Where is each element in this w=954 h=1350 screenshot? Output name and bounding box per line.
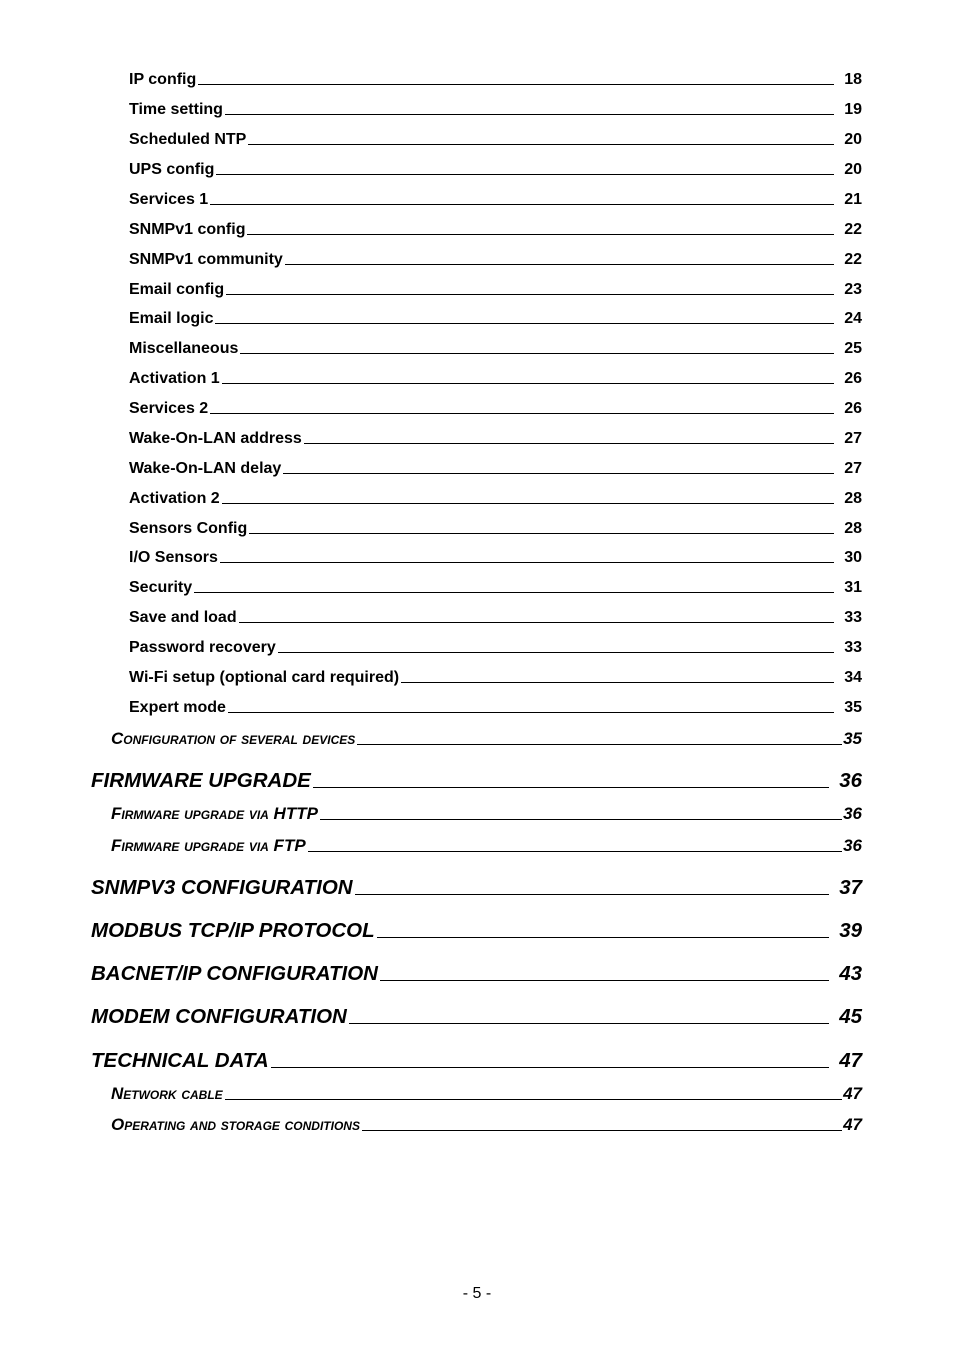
toc-entry-page: 47 <box>843 1084 862 1103</box>
toc-leader <box>380 980 829 981</box>
toc-entry[interactable] <box>129 520 862 538</box>
toc-leader <box>210 204 834 205</box>
toc-entry[interactable] <box>129 699 862 717</box>
toc-entry-page: 26 <box>844 370 862 387</box>
toc-entry-page: 24 <box>844 310 862 327</box>
toc-subsection[interactable] <box>111 836 862 856</box>
toc-subsection[interactable] <box>111 729 862 749</box>
toc-entry-title: Wake-On-LAN delay <box>129 460 282 477</box>
toc-entry-title: Expert mode <box>129 699 226 716</box>
toc-leader <box>222 503 835 504</box>
toc-entry-title: Email logic <box>129 310 214 327</box>
page-number: - 5 - <box>462 1285 492 1302</box>
toc-subsection[interactable] <box>111 1115 862 1135</box>
toc-leader <box>355 894 830 895</box>
toc-entry-page: 28 <box>844 490 862 507</box>
toc-entry-title: Operating and storage conditions <box>111 1115 360 1134</box>
toc-leader <box>249 533 834 534</box>
toc-entry-title: Password recovery <box>129 639 276 656</box>
toc-entry-title: TECHNICAL DATA <box>91 1049 269 1072</box>
toc-entry-title: Firmware upgrade via FTP <box>111 836 306 855</box>
toc-entry[interactable] <box>129 161 862 179</box>
toc-leader <box>401 682 834 683</box>
toc-entry-title: Wi-Fi setup (optional card required) <box>129 669 400 686</box>
toc-entry[interactable] <box>129 310 862 328</box>
toc-entry-page: 22 <box>844 251 862 268</box>
toc-entry-page: 35 <box>843 729 862 748</box>
toc-leader <box>377 937 830 938</box>
toc-entry-page: 33 <box>844 639 862 656</box>
toc-entry-page: 20 <box>844 161 862 178</box>
toc-entry-page: 39 <box>839 919 862 942</box>
toc-leader <box>313 787 829 788</box>
toc-leader <box>222 383 835 384</box>
toc-entry[interactable] <box>129 71 862 89</box>
toc-entry-title: IP config <box>129 71 197 88</box>
toc-entry-title: Time setting <box>129 101 223 118</box>
toc-section[interactable] <box>91 876 862 900</box>
toc-entry-title: Sensors Config <box>129 520 248 537</box>
toc-leader <box>247 234 834 235</box>
toc-entry-title: SNMPv1 config <box>129 221 246 238</box>
toc-leader <box>248 144 834 145</box>
toc-entry-title: BACNET/IP CONFIGURATION <box>91 962 378 985</box>
toc-entry-title: I/O Sensors <box>129 549 218 566</box>
toc-entry[interactable] <box>129 400 862 418</box>
toc-leader <box>240 353 834 354</box>
toc-entry-page: 47 <box>839 1049 862 1072</box>
toc-entry[interactable] <box>129 669 862 687</box>
toc-leader <box>194 592 834 593</box>
toc-entry-page: 34 <box>844 669 862 686</box>
toc-entry-page: 18 <box>844 71 862 88</box>
toc-leader <box>357 744 842 745</box>
toc-entry-title: Save and load <box>129 609 237 626</box>
toc-leader <box>198 84 834 85</box>
toc-entry-page: 37 <box>839 876 862 899</box>
toc-entry[interactable] <box>129 370 862 388</box>
toc-entry-title: Scheduled NTP <box>129 131 247 148</box>
toc-leader <box>271 1067 830 1068</box>
toc-entry-title: MODEM CONFIGURATION <box>91 1005 347 1028</box>
toc-entry[interactable] <box>129 490 862 508</box>
toc-entry-page: 19 <box>844 101 862 118</box>
toc-leader <box>320 819 842 820</box>
toc-entry-page: 28 <box>844 520 862 537</box>
toc-entry-page: 36 <box>843 836 862 855</box>
toc-leader <box>225 114 834 115</box>
toc-entry-title: Services 1 <box>129 191 209 208</box>
toc-entry-page: 27 <box>844 430 862 447</box>
toc-entry-page: 47 <box>843 1115 862 1134</box>
toc-entry-page: 36 <box>839 769 862 792</box>
toc-entry[interactable] <box>129 221 862 239</box>
toc-leader <box>226 294 834 295</box>
toc-leader <box>283 473 834 474</box>
toc-entry[interactable] <box>129 251 862 269</box>
toc-entry-title: Activation 2 <box>129 490 220 507</box>
toc-section[interactable] <box>91 769 862 793</box>
toc-leader <box>220 562 834 563</box>
toc-leader <box>225 1099 842 1100</box>
toc-entry-title: FIRMWARE UPGRADE <box>91 769 311 792</box>
toc-entry-page: 36 <box>843 804 862 823</box>
toc-entry-page: 22 <box>844 221 862 238</box>
toc-leader <box>278 652 834 653</box>
toc-leader <box>216 174 834 175</box>
toc-leader <box>308 851 842 852</box>
toc-entry-page: 20 <box>844 131 862 148</box>
toc-subsection[interactable] <box>111 804 862 824</box>
toc-entry-page: 26 <box>844 400 862 417</box>
toc-leader <box>362 1130 842 1131</box>
toc-entry-page: 23 <box>844 281 862 298</box>
toc-leader <box>210 413 834 414</box>
toc-section[interactable] <box>91 962 862 986</box>
toc-entry-page: 30 <box>844 549 862 566</box>
toc-entry-title: Configuration of several devices <box>111 729 356 748</box>
toc-entry-page: 33 <box>844 609 862 626</box>
toc-entry[interactable] <box>129 460 862 478</box>
toc-section[interactable] <box>91 1005 862 1029</box>
toc-entry-title: Miscellaneous <box>129 340 239 357</box>
toc-entry-title: Security <box>129 579 193 596</box>
toc-entry-page: 31 <box>844 579 862 596</box>
toc-section[interactable] <box>91 1049 862 1073</box>
toc-entry-page: 21 <box>844 191 862 208</box>
toc-entry[interactable] <box>129 281 862 299</box>
toc-entry-page: 45 <box>839 1005 862 1028</box>
toc-entry[interactable] <box>129 639 862 657</box>
toc-entry[interactable] <box>129 579 862 597</box>
toc-entry-title: MODBUS TCP/IP PROTOCOL <box>91 919 375 942</box>
toc-entry[interactable] <box>129 430 862 448</box>
toc-entry-title: SNMPv1 community <box>129 251 283 268</box>
toc-entry-title: Wake-On-LAN address <box>129 430 302 447</box>
toc-entry-page: 43 <box>839 962 862 985</box>
toc-entry[interactable] <box>129 340 862 358</box>
toc-entry[interactable] <box>129 131 862 149</box>
toc-leader <box>215 323 834 324</box>
toc-entry[interactable] <box>129 101 862 119</box>
toc-entry-title: SNMPV3 CONFIGURATION <box>91 876 353 899</box>
toc-entry-title: Network cable <box>111 1084 223 1103</box>
toc-leader <box>304 443 834 444</box>
toc-leader <box>349 1023 829 1024</box>
toc-entry[interactable] <box>129 609 862 627</box>
toc-entry-title: Firmware upgrade via HTTP <box>111 804 318 823</box>
toc-entry[interactable] <box>129 191 862 209</box>
toc-entry[interactable] <box>129 549 862 567</box>
toc-entry-page: 27 <box>844 460 862 477</box>
toc-section[interactable] <box>91 919 862 943</box>
toc-entry-title: UPS config <box>129 161 215 178</box>
toc-entry-title: Activation 1 <box>129 370 220 387</box>
toc-entry-page: 25 <box>844 340 862 357</box>
toc-entry-title: Email config <box>129 281 225 298</box>
toc-leader <box>239 622 835 623</box>
toc-entry-page: 35 <box>844 699 862 716</box>
toc-leader <box>228 712 834 713</box>
toc-leader <box>285 264 834 265</box>
toc-entry-title: Services 2 <box>129 400 209 417</box>
toc-subsection[interactable] <box>111 1084 862 1104</box>
